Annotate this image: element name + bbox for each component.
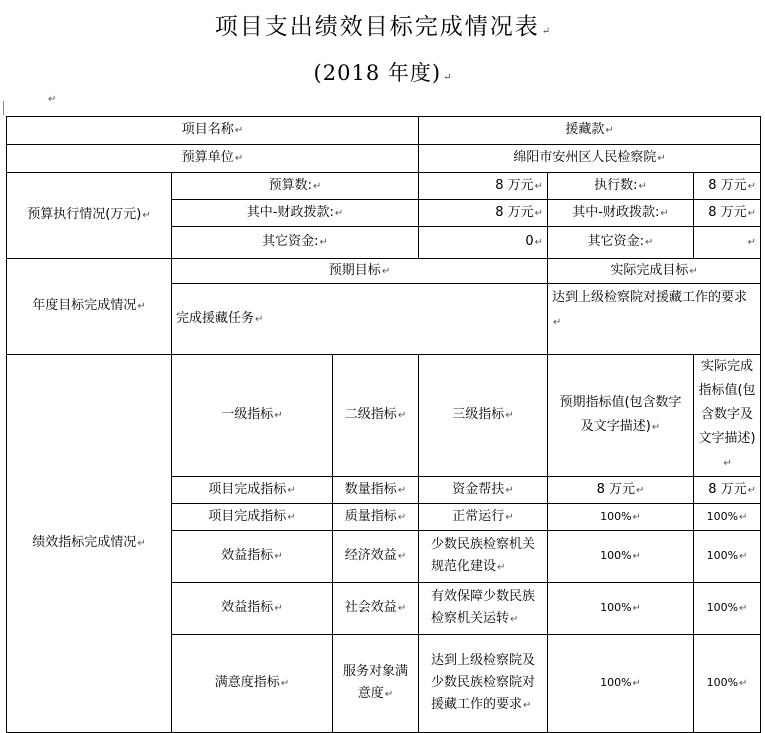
col-expected-header: 预期指标值(包含数字及文字描述)↵ [548, 355, 694, 477]
level3-cell: 达到上级检察院及少数民族检察院对援藏工作的要求↵ [419, 635, 548, 733]
fiscal-exec-value: 8 万元↵ [694, 200, 761, 227]
budget-unit-label: 预算单位↵ [7, 145, 419, 173]
table-row [7, 173, 761, 200]
table-row [7, 117, 761, 145]
budget-amount-value: 8 万元↵ [419, 173, 548, 200]
col-level2-header: 二级指标↵ [333, 355, 419, 477]
actual-goal-text: 达到上级检察院对援藏工作的要求↵ [548, 284, 761, 355]
performance-label: 绩效指标完成情况↵ [7, 355, 172, 733]
level2-cell: 质量指标↵ [333, 504, 419, 531]
level1-cell: 项目完成指标↵ [172, 477, 333, 504]
level2-cell: 社会效益↵ [333, 583, 419, 635]
performance-table [6, 116, 761, 733]
expected-value-cell: 100%↵ [548, 583, 694, 635]
paragraph-mark-icon: ↵ [443, 72, 452, 83]
budget-amount-label: 预算数:↵ [172, 173, 419, 200]
actual-value-cell: 8 万元↵ [694, 477, 761, 504]
level3-cell: 资金帮扶↵ [419, 477, 548, 504]
annual-goal-label: 年度目标完成情况↵ [7, 259, 172, 355]
page-subtitle: (2018 年度) ↵ [313, 61, 452, 85]
col-level3-header: 三级指标↵ [419, 355, 548, 477]
level3-cell: 正常运行↵ [419, 504, 548, 531]
other-exec-value: ↵ [694, 227, 761, 259]
paragraph-mark-icon: ↵ [48, 94, 57, 105]
expected-goal-text: 完成援藏任务↵ [172, 284, 548, 355]
page-title: 项目支出绩效目标完成情况表 ↵ [214, 14, 551, 40]
actual-value-cell: 100%↵ [694, 635, 761, 733]
col-actual-header: 实际完成指标值(包含数字及文字描述)↵ [694, 355, 761, 477]
fiscal-budget-value: 8 万元↵ [419, 200, 548, 227]
actual-goal-header: 实际完成目标↵ [548, 259, 761, 284]
expected-value-cell: 100%↵ [548, 531, 694, 583]
table-row [7, 355, 761, 477]
budget-exec-label: 预算执行情况(万元)↵ [7, 173, 172, 259]
expected-value-cell: 100%↵ [548, 504, 694, 531]
other-budget-value: 0↵ [419, 227, 548, 259]
fiscal-budget-label: 其中-财政拨款:↵ [172, 200, 419, 227]
expected-value-cell: 8 万元↵ [548, 477, 694, 504]
table-row [7, 145, 761, 173]
actual-value-cell: 100%↵ [694, 583, 761, 635]
budget-unit-value: 绵阳市安州区人民检察院↵ [419, 145, 761, 173]
project-name-label: 项目名称↵ [7, 117, 419, 145]
level1-cell: 效益指标↵ [172, 531, 333, 583]
paragraph-mark-icon: ↵ [541, 26, 551, 37]
expected-value-cell: 100%↵ [548, 635, 694, 733]
actual-value-cell: 100%↵ [694, 531, 761, 583]
other-budget-label: 其它资金:↵ [172, 227, 419, 259]
project-name-value: 援藏款↵ [419, 117, 761, 145]
actual-value-cell: 100%↵ [694, 504, 761, 531]
level2-cell: 服务对象满意度↵ [333, 635, 419, 733]
level1-cell: 效益指标↵ [172, 583, 333, 635]
level1-cell: 满意度指标↵ [172, 635, 333, 733]
level2-cell: 经济效益↵ [333, 531, 419, 583]
level1-cell: 项目完成指标↵ [172, 504, 333, 531]
margin-corner-mark [3, 101, 4, 115]
fiscal-exec-label: 其中-财政拨款:↵ [548, 200, 694, 227]
table-row [7, 259, 761, 284]
level2-cell: 数量指标↵ [333, 477, 419, 504]
level3-cell: 有效保障少数民族检察机关运转↵ [419, 583, 548, 635]
col-level1-header: 一级指标↵ [172, 355, 333, 477]
exec-amount-label: 执行数:↵ [548, 173, 694, 200]
expected-goal-header: 预期目标↵ [172, 259, 548, 284]
level3-cell: 少数民族检察机关规范化建设↵ [419, 531, 548, 583]
other-exec-label: 其它资金:↵ [548, 227, 694, 259]
exec-amount-value: 8 万元↵ [694, 173, 761, 200]
